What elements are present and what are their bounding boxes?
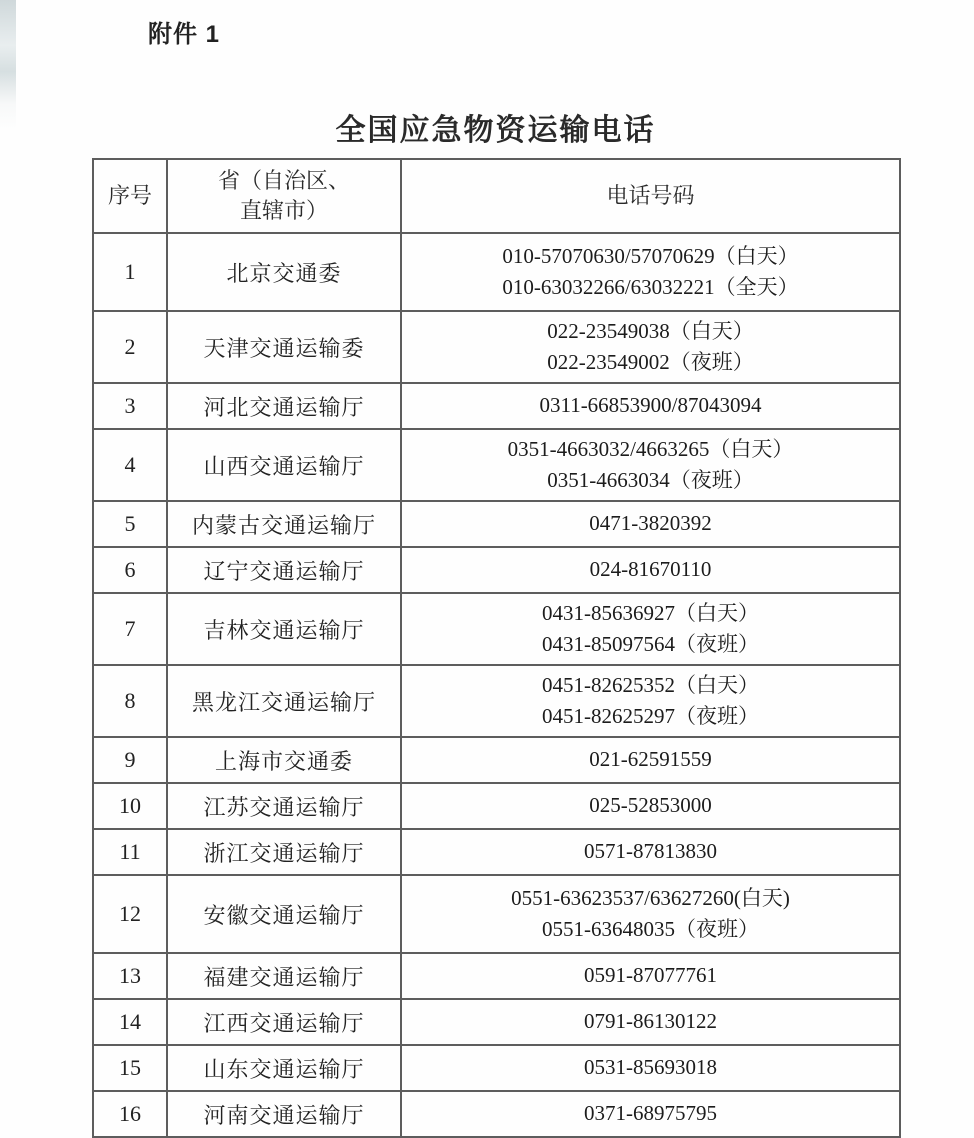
row-no: 4	[93, 429, 167, 501]
table-row	[93, 501, 900, 547]
header-province-line1: 省（自治区、	[217, 168, 350, 194]
row-phones	[401, 383, 900, 429]
row-no: 9	[93, 737, 167, 783]
row-province: 辽宁交通运输厅	[167, 547, 401, 593]
phone-line: 0551-63648035（夜班）	[542, 917, 759, 941]
row-province: 河南交通运输厅	[167, 1091, 401, 1137]
table-row	[93, 233, 900, 311]
row-province: 北京交通委	[167, 233, 401, 311]
row-province: 福建交通运输厅	[167, 953, 401, 999]
row-phones	[401, 1045, 900, 1091]
table-row	[93, 1045, 900, 1091]
phone-line: 0591-87077761	[584, 963, 717, 988]
row-phones	[401, 501, 900, 547]
page-title: 全国应急物资运输电话	[335, 114, 656, 147]
row-no: 14	[93, 999, 167, 1045]
phone-line: 0431-85097564（夜班）	[542, 632, 759, 656]
table-row	[93, 829, 900, 875]
row-phones	[401, 1091, 900, 1137]
header-province-line2: 直辖市）	[239, 198, 328, 223]
row-province: 内蒙古交通运输厅	[167, 501, 401, 547]
table-row	[93, 999, 900, 1045]
phone-line: 0531-85693018	[584, 1055, 717, 1080]
table-row	[93, 1091, 900, 1137]
phone-line: 0351-4663032/4663265（白天）	[507, 436, 794, 461]
row-phones	[401, 999, 900, 1045]
row-province: 山西交通运输厅	[167, 429, 401, 501]
phone-line: 0351-4663034（夜班）	[547, 468, 754, 492]
table-row	[93, 953, 900, 999]
row-province: 江西交通运输厅	[167, 999, 401, 1045]
row-no: 11	[93, 829, 167, 875]
table-row	[93, 429, 900, 501]
row-phones	[401, 875, 900, 953]
row-no: 16	[93, 1091, 167, 1137]
emergency-phone-table	[92, 158, 901, 1138]
header-province	[167, 159, 401, 233]
row-no: 8	[93, 665, 167, 737]
phone-line: 0551-63623537/63627260(白天)	[511, 885, 790, 910]
table-row	[93, 783, 900, 829]
phone-line: 022-23549002（夜班）	[547, 350, 754, 374]
row-no: 10	[93, 783, 167, 829]
row-no: 12	[93, 875, 167, 953]
phone-line: 021-62591559	[589, 747, 712, 772]
phone-line: 0371-68975795	[584, 1101, 717, 1126]
table-row	[93, 875, 900, 953]
row-province: 山东交通运输厅	[167, 1045, 401, 1091]
row-phones	[401, 593, 900, 665]
row-province: 天津交通运输委	[167, 311, 401, 383]
header-no: 序号	[93, 159, 167, 233]
row-no: 6	[93, 547, 167, 593]
table-row	[93, 547, 900, 593]
row-phones	[401, 665, 900, 737]
phone-line: 010-63032266/63032221（全天）	[502, 275, 799, 299]
row-province: 黑龙江交通运输厅	[167, 665, 401, 737]
row-province: 江苏交通运输厅	[167, 783, 401, 829]
row-no: 1	[93, 233, 167, 311]
row-province: 浙江交通运输厅	[167, 829, 401, 875]
row-phones	[401, 233, 900, 311]
row-no: 13	[93, 953, 167, 999]
row-no: 5	[93, 501, 167, 547]
row-province: 安徽交通运输厅	[167, 875, 401, 953]
header-phone: 电话号码	[401, 159, 900, 233]
attachment-label: 附件 1	[148, 21, 221, 48]
phone-line: 0471-3820392	[589, 511, 712, 536]
table-row	[93, 665, 900, 737]
row-province: 上海市交通委	[167, 737, 401, 783]
row-phones	[401, 311, 900, 383]
phone-line: 022-23549038（白天）	[547, 318, 754, 343]
row-phones	[401, 547, 900, 593]
table-row	[93, 593, 900, 665]
row-phones	[401, 783, 900, 829]
scan-artifact	[0, 0, 16, 130]
phone-line: 0451-82625352（白天）	[542, 672, 759, 697]
phone-line: 010-57070630/57070629（白天）	[502, 243, 799, 268]
table-row	[93, 737, 900, 783]
row-no: 2	[93, 311, 167, 383]
phone-line: 024-81670110	[589, 557, 712, 582]
row-no: 3	[93, 383, 167, 429]
phone-line: 0791-86130122	[584, 1009, 717, 1034]
row-province: 吉林交通运输厅	[167, 593, 401, 665]
row-phones	[401, 429, 900, 501]
row-no: 15	[93, 1045, 167, 1091]
row-province: 河北交通运输厅	[167, 383, 401, 429]
row-no: 7	[93, 593, 167, 665]
row-phones	[401, 829, 900, 875]
row-phones	[401, 737, 900, 783]
table-row	[93, 383, 900, 429]
phone-line: 0311-66853900/87043094	[539, 393, 762, 418]
phone-line: 0451-82625297（夜班）	[542, 704, 759, 728]
phone-line: 0431-85636927（白天）	[542, 600, 759, 625]
table-row	[93, 311, 900, 383]
row-phones	[401, 953, 900, 999]
phone-line: 0571-87813830	[584, 839, 717, 864]
table-header-row	[93, 159, 900, 233]
phone-line: 025-52853000	[589, 793, 712, 818]
